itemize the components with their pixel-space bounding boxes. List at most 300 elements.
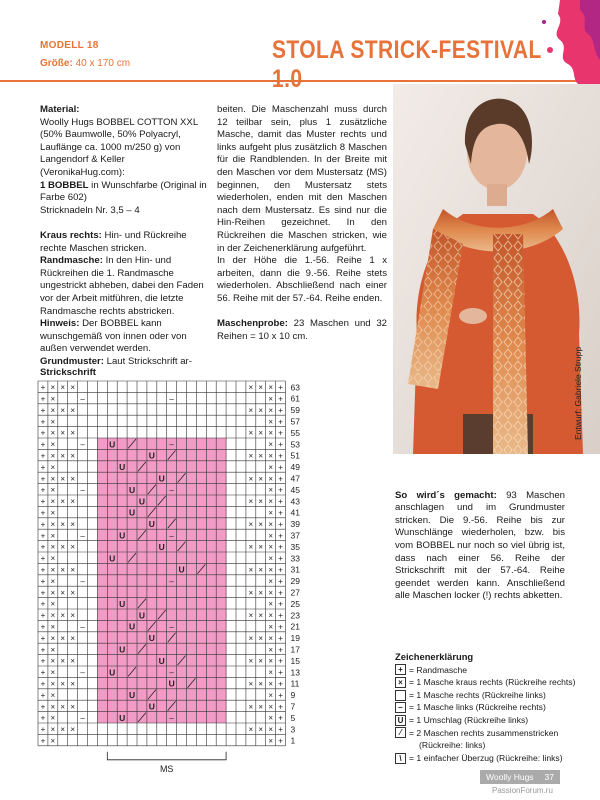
yarn-over-symbol: U	[148, 450, 155, 461]
garter-stitch-symbol: ×	[60, 451, 66, 461]
garter-stitch-symbol: ×	[268, 690, 273, 700]
garter-stitch-symbol: ×	[50, 405, 56, 415]
row-number: 15	[290, 655, 300, 666]
edge-stitch-symbol: +	[278, 474, 283, 484]
paragraph: Stricknadeln Nr. 3,5 – 4	[40, 204, 140, 216]
size-line	[40, 58, 130, 69]
legend-item: × = 1 Masche kraus rechts (Rückreihe rechts)	[395, 676, 595, 689]
yarn-over-symbol: U	[138, 610, 146, 621]
edge-stitch-symbol: +	[40, 405, 46, 415]
purl-symbol: –	[169, 531, 174, 541]
garter-stitch-symbol: ×	[70, 542, 75, 552]
garter-stitch-symbol: ×	[50, 497, 56, 507]
edge-stitch-symbol: +	[40, 633, 46, 643]
garter-stitch-symbol: ×	[268, 656, 273, 666]
edge-stitch-symbol: +	[40, 497, 46, 507]
edge-stitch-symbol: +	[40, 668, 46, 678]
edge-stitch-symbol: +	[278, 656, 283, 666]
edge-stitch-symbol: +	[278, 542, 283, 552]
backslash-symbol-icon: \	[395, 753, 406, 764]
garter-stitch-symbol: ×	[248, 474, 254, 484]
edge-stitch-symbol: +	[40, 451, 46, 461]
garter-stitch-symbol: ×	[268, 713, 273, 723]
garter-stitch-symbol: ×	[258, 383, 264, 393]
garter-stitch-symbol: ×	[50, 462, 56, 472]
garter-stitch-symbol: ×	[258, 519, 264, 529]
legend-item: U = 1 Umschlag (Rückreihe links)	[395, 714, 595, 727]
edge-stitch-symbol: +	[278, 508, 283, 518]
yarn-over-symbol: U	[158, 541, 165, 552]
yarn-over-symbol: U	[119, 598, 126, 609]
yarn-over-symbol: U	[119, 712, 126, 723]
chart-title: Strickschrift	[40, 367, 96, 378]
paragraph: In der Höhe die 1.-56. Reihe 1 x arbeiten, dann die 9.-56. Reihe stets wiederholen. Abschließend nach einer 56. Reihe mit der 57.-64. Reihe enden.	[217, 255, 387, 304]
edge-stitch-symbol: +	[40, 417, 46, 427]
garter-stitch-symbol: ×	[248, 633, 254, 643]
garter-stitch-symbol: ×	[258, 633, 264, 643]
garter-stitch-symbol: ×	[248, 428, 254, 438]
garter-stitch-symbol: ×	[50, 679, 56, 689]
edge-stitch-symbol: +	[278, 440, 283, 450]
edge-stitch-symbol: +	[40, 485, 46, 495]
edge-stitch-symbol: +	[40, 576, 46, 586]
garter-stitch-symbol: ×	[268, 497, 273, 507]
edge-stitch-symbol: +	[278, 690, 283, 700]
edge-stitch-symbol: +	[40, 394, 46, 404]
edge-stitch-symbol: +	[278, 485, 283, 495]
row-number: 55	[290, 427, 300, 438]
edge-stitch-symbol: +	[278, 497, 283, 507]
footer-brand: Woolly Hugs	[486, 772, 534, 782]
garter-stitch-symbol: ×	[70, 451, 75, 461]
garter-stitch-symbol: ×	[70, 633, 75, 643]
yarn-over-symbol: U	[148, 519, 155, 530]
garter-stitch-symbol: ×	[248, 405, 254, 415]
row-number: 61	[290, 393, 300, 404]
edge-stitch-symbol: +	[40, 690, 46, 700]
garter-stitch-symbol: ×	[248, 679, 254, 689]
garter-stitch-symbol: ×	[258, 497, 264, 507]
row-number: 33	[290, 553, 300, 564]
garter-stitch-symbol: ×	[268, 622, 273, 632]
edge-stitch-symbol: +	[40, 554, 46, 564]
garter-stitch-symbol: ×	[268, 462, 273, 472]
row-number: 39	[290, 519, 300, 530]
yarn-over-symbol: U	[128, 690, 136, 701]
paragraph: Maschenprobe: 23 Maschen und 32 Reihen = 10 x 10 cm.	[217, 318, 387, 342]
garter-stitch-symbol: ×	[60, 497, 66, 507]
garter-stitch-symbol: ×	[70, 519, 75, 529]
garter-stitch-symbol: ×	[258, 565, 264, 575]
garter-stitch-symbol: ×	[60, 656, 66, 666]
row-number: 1	[290, 735, 296, 746]
garter-stitch-symbol: ×	[50, 656, 56, 666]
paragraph	[40, 217, 212, 230]
edge-stitch-symbol: +	[40, 588, 46, 598]
yarn-over-symbol: U	[109, 439, 116, 450]
garter-stitch-symbol: ×	[50, 611, 56, 621]
garter-stitch-symbol: ×	[50, 508, 56, 518]
edge-stitch-symbol: +	[40, 656, 46, 666]
garter-stitch-symbol: ×	[268, 736, 273, 746]
garter-stitch-symbol: ×	[50, 417, 56, 427]
garter-stitch-symbol: ×	[258, 725, 264, 735]
edge-stitch-symbol: +	[278, 417, 283, 427]
garter-stitch-symbol: ×	[268, 633, 273, 643]
paragraph: Material:	[40, 104, 80, 115]
garter-stitch-symbol: ×	[258, 405, 264, 415]
edge-stitch-symbol: +	[278, 679, 283, 689]
row-number: 5	[290, 712, 296, 723]
purl-symbol: –	[80, 531, 85, 541]
garter-stitch-symbol: ×	[268, 576, 273, 586]
garter-stitch-symbol: ×	[60, 383, 66, 393]
row-number: 41	[290, 507, 300, 518]
row-number: 45	[290, 484, 300, 495]
legend	[395, 651, 595, 764]
garter-stitch-symbol: ×	[50, 645, 56, 655]
edge-stitch-symbol: +	[40, 542, 46, 552]
garter-stitch-symbol: ×	[258, 474, 264, 484]
yarn-over-symbol: U	[119, 644, 126, 655]
garter-stitch-symbol: ×	[50, 668, 56, 678]
purl-symbol: –	[169, 622, 174, 632]
garter-stitch-symbol: ×	[268, 668, 273, 678]
garter-stitch-symbol: ×	[268, 679, 273, 689]
garter-stitch-symbol: ×	[258, 656, 264, 666]
row-number: 37	[290, 530, 300, 541]
garter-stitch-symbol: ×	[248, 542, 254, 552]
garter-stitch-symbol: ×	[268, 725, 273, 735]
row-number: 43	[290, 496, 300, 507]
garter-stitch-symbol: ×	[70, 474, 75, 484]
garter-stitch-symbol: ×	[268, 405, 273, 415]
garter-stitch-symbol: ×	[50, 622, 56, 632]
garter-stitch-symbol: ×	[248, 519, 254, 529]
edge-stitch-symbol: +	[278, 554, 283, 564]
garter-stitch-symbol: ×	[258, 451, 264, 461]
row-number: 11	[290, 678, 300, 689]
yarn-over-symbol: U	[128, 621, 136, 632]
edge-stitch-symbol: +	[40, 622, 46, 632]
paragraph: beiten. Die Maschenzahl muss durch 12 teilbar sein, plus 1 zusätzliche Masche, damit das Muster rechts und links aufgeht plus zusätzlich 8 Maschen für die Randblenden. In der Breite mit den Maschen vor dem Mustersatz (MS) beginnen, den Mustersatz stets wiederholen, enden mit den Maschen nach dem Mustersatz. Es sind nur die Hin-Reihen gezeichnet. In den Rückreihen die Maschen stricken, wie in der Zeichenerklärung aufgeführt.	[217, 104, 387, 254]
garter-stitch-symbol: ×	[248, 451, 254, 461]
empty-symbol-icon	[395, 690, 406, 701]
garter-stitch-symbol: ×	[50, 599, 56, 609]
garter-stitch-symbol: ×	[248, 565, 254, 575]
edge-stitch-symbol: +	[40, 713, 46, 723]
garter-stitch-symbol: ×	[248, 588, 254, 598]
paragraph: Grundmuster: Laut Strickschrift ar-	[40, 355, 192, 367]
paragraph	[217, 306, 387, 319]
garter-stitch-symbol: ×	[50, 542, 56, 552]
garter-stitch-symbol: ×	[60, 565, 66, 575]
garter-stitch-symbol: ×	[50, 451, 56, 461]
edge-stitch-symbol: +	[278, 451, 283, 461]
edge-stitch-symbol: +	[40, 440, 46, 450]
garter-stitch-symbol: ×	[248, 725, 254, 735]
garter-stitch-symbol: ×	[50, 554, 56, 564]
ms-bracket	[107, 752, 226, 760]
edge-stitch-symbol: +	[278, 519, 283, 529]
row-number: 23	[290, 610, 300, 621]
size-value: 40 x 170 cm	[75, 58, 131, 69]
edge-stitch-symbol: +	[40, 679, 46, 689]
row-number: 59	[290, 405, 300, 416]
row-number: 49	[290, 462, 300, 473]
yarn-over-symbol: U	[119, 462, 126, 473]
yarn-over-symbol: U	[109, 667, 116, 678]
garter-stitch-symbol: ×	[60, 611, 66, 621]
edge-stitch-symbol: +	[40, 599, 46, 609]
garter-stitch-symbol: ×	[50, 383, 56, 393]
garter-stitch-symbol: ×	[60, 588, 66, 598]
garter-stitch-symbol: ×	[258, 588, 264, 598]
garter-stitch-symbol: ×	[50, 531, 56, 541]
purl-symbol: –	[169, 713, 174, 723]
edge-stitch-symbol: +	[40, 474, 46, 484]
yarn-over-symbol: U	[158, 655, 165, 666]
legend-item: (Rückreihe: links)	[419, 740, 486, 751]
garter-stitch-symbol: ×	[50, 736, 56, 746]
row-number: 47	[290, 473, 300, 484]
paragraph: So wird´s gemacht: 93 Maschen anschlagen und im Grundmuster stricken. Die 9.-56. Reihe bis zur Wunschlänge wiederholen, bzw. bis vom BOBBEL nur noch so viel übrig ist, dass nach einer 56. Reihe der Strickschrift mit der 57.-64. Reihe geendet werden kann. Anschließend alle Maschen locker (!) rechts abketten.	[395, 489, 565, 602]
page-number: 37	[544, 772, 554, 782]
garter-stitch-symbol: ×	[60, 679, 66, 689]
x-symbol-icon: ×	[395, 677, 406, 688]
garter-stitch-symbol: ×	[268, 531, 273, 541]
legend-item: + = Randmasche	[395, 664, 595, 677]
garter-stitch-symbol: ×	[268, 565, 273, 575]
garter-stitch-symbol: ×	[70, 497, 75, 507]
yarn-over-symbol: U	[168, 678, 175, 689]
watermark: PassionForum.ru	[492, 786, 553, 795]
purl-symbol: –	[80, 394, 85, 404]
garter-stitch-symbol: ×	[248, 656, 254, 666]
edge-stitch-symbol: +	[40, 383, 46, 393]
garter-stitch-symbol: ×	[60, 428, 66, 438]
garter-stitch-symbol: ×	[268, 474, 273, 484]
purl-symbol: –	[80, 668, 85, 678]
purl-symbol: –	[80, 576, 85, 586]
edge-stitch-symbol: +	[40, 462, 46, 472]
ms-label: MS	[159, 763, 174, 774]
garter-stitch-symbol: ×	[50, 713, 56, 723]
paragraph: Hinweis: Der BOBBEL kann wunschgemäß von innen oder von außen verwendet werden.	[40, 318, 187, 355]
garter-stitch-symbol: ×	[258, 702, 264, 712]
legend-item: \ = 1 einfacher Überzug (Rückreihe: links)	[395, 752, 595, 765]
yarn-over-symbol: U	[178, 564, 185, 575]
purl-symbol: –	[80, 622, 85, 632]
garter-stitch-symbol: ×	[50, 428, 56, 438]
garter-stitch-symbol: ×	[268, 519, 273, 529]
row-number: 7	[290, 701, 296, 712]
edge-stitch-symbol: +	[278, 622, 283, 632]
plus-symbol-icon: +	[395, 664, 406, 675]
purl-symbol: –	[169, 394, 174, 404]
edge-stitch-symbol: +	[278, 633, 283, 643]
garter-stitch-symbol: ×	[50, 485, 56, 495]
edge-stitch-symbol: +	[278, 736, 283, 746]
edge-stitch-symbol: +	[40, 519, 46, 529]
paragraph: Woolly Hugs BOBBEL COTTON XXL (50% Baumwolle, 50% Polyacryl, Lauflänge ca. 1000 m/250 g) von Langendorf & Keller (VeronikaHug.com):	[40, 116, 198, 178]
yarn-over-symbol: U	[128, 507, 136, 518]
paragraph: Randmasche: In den Hin- und Rückreihen die 1. Randmasche ungestrickt abheben, dabei den Faden vor der Arbeit mitführen, die letzte Randmasche rechts abstricken.	[40, 255, 204, 317]
slash-symbol-icon: ⁄	[395, 727, 406, 738]
u-symbol-icon: U	[395, 715, 406, 726]
edge-stitch-symbol: +	[40, 725, 46, 735]
garter-stitch-symbol: ×	[50, 702, 56, 712]
edge-stitch-symbol: +	[278, 599, 283, 609]
edge-stitch-symbol: +	[278, 405, 283, 415]
garter-stitch-symbol: ×	[60, 519, 66, 529]
row-number: 63	[290, 382, 300, 393]
edge-stitch-symbol: +	[278, 702, 283, 712]
row-number: 3	[290, 724, 296, 735]
edge-stitch-symbol: +	[40, 565, 46, 575]
edge-stitch-symbol: +	[278, 725, 283, 735]
garter-stitch-symbol: ×	[258, 679, 264, 689]
yarn-over-symbol: U	[119, 530, 126, 541]
edge-stitch-symbol: +	[40, 428, 46, 438]
garter-stitch-symbol: ×	[50, 440, 56, 450]
garter-stitch-symbol: ×	[50, 588, 56, 598]
edge-stitch-symbol: +	[278, 394, 283, 404]
edge-stitch-symbol: +	[278, 645, 283, 655]
edge-stitch-symbol: +	[278, 428, 283, 438]
yarn-over-symbol: U	[158, 473, 165, 484]
garter-stitch-symbol: ×	[70, 679, 75, 689]
row-number: 13	[290, 667, 300, 678]
garter-stitch-symbol: ×	[268, 508, 273, 518]
row-number: 9	[290, 690, 296, 701]
garter-stitch-symbol: ×	[268, 394, 273, 404]
yarn-over-symbol: U	[109, 553, 116, 564]
garter-stitch-symbol: ×	[50, 690, 56, 700]
garter-stitch-symbol: ×	[268, 417, 273, 427]
garter-stitch-symbol: ×	[70, 725, 75, 735]
row-number: 25	[290, 598, 300, 609]
row-number: 19	[290, 633, 300, 644]
legend-title: Zeichenerklärung	[395, 651, 474, 662]
purl-symbol: –	[169, 668, 174, 678]
edge-stitch-symbol: +	[278, 576, 283, 586]
garter-stitch-symbol: ×	[70, 428, 75, 438]
garter-stitch-symbol: ×	[60, 474, 66, 484]
garter-stitch-symbol: ×	[268, 542, 273, 552]
garter-stitch-symbol: ×	[248, 702, 254, 712]
garter-stitch-symbol: ×	[268, 645, 273, 655]
purl-symbol: –	[169, 440, 174, 450]
edge-stitch-symbol: +	[40, 531, 46, 541]
row-number: 17	[290, 644, 300, 655]
garter-stitch-symbol: ×	[70, 405, 75, 415]
garter-stitch-symbol: ×	[268, 451, 273, 461]
garter-stitch-symbol: ×	[70, 611, 75, 621]
garter-stitch-symbol: ×	[268, 554, 273, 564]
page-footer	[480, 770, 560, 784]
knitting-chart	[30, 377, 320, 777]
garter-stitch-symbol: ×	[248, 611, 254, 621]
row-number: 35	[290, 541, 300, 552]
garter-stitch-symbol: ×	[70, 383, 75, 393]
paragraph: 1 BOBBEL in Wunschfarbe (Original in Farbe 602)	[40, 179, 207, 204]
edge-stitch-symbol: +	[278, 531, 283, 541]
garter-stitch-symbol: ×	[268, 702, 273, 712]
garter-stitch-symbol: ×	[268, 611, 273, 621]
garter-stitch-symbol: ×	[268, 440, 273, 450]
garter-stitch-symbol: ×	[60, 725, 66, 735]
size-label: Größe:	[40, 58, 73, 69]
garter-stitch-symbol: ×	[70, 702, 75, 712]
purl-symbol: –	[80, 440, 85, 450]
edge-stitch-symbol: +	[278, 565, 283, 575]
garter-stitch-symbol: ×	[50, 474, 56, 484]
row-number: 21	[290, 621, 300, 632]
edge-stitch-symbol: +	[278, 713, 283, 723]
row-number: 57	[290, 416, 300, 427]
edge-stitch-symbol: +	[40, 508, 46, 518]
garter-stitch-symbol: ×	[70, 656, 75, 666]
garter-stitch-symbol: ×	[258, 428, 264, 438]
photo-credit: Entwurf: Gabriele Strupp	[573, 346, 583, 440]
row-number: 51	[290, 450, 300, 461]
garter-stitch-symbol: ×	[268, 383, 273, 393]
edge-stitch-symbol: +	[278, 668, 283, 678]
instructions-column	[217, 104, 387, 343]
purl-symbol: –	[80, 485, 85, 495]
yarn-over-symbol: U	[138, 496, 146, 507]
edge-stitch-symbol: +	[40, 645, 46, 655]
purl-symbol: –	[169, 576, 174, 586]
model-photo	[393, 84, 600, 454]
edge-stitch-symbol: +	[278, 611, 283, 621]
garter-stitch-symbol: ×	[248, 383, 254, 393]
yarn-over-symbol: U	[148, 633, 155, 644]
legend-item: = 1 Masche rechts (Rückreihe links)	[395, 689, 595, 702]
garter-stitch-symbol: ×	[50, 565, 56, 575]
garter-stitch-symbol: ×	[60, 702, 66, 712]
model-label: MODELL 18	[40, 40, 99, 51]
garter-stitch-symbol: ×	[70, 588, 75, 598]
garter-stitch-symbol: ×	[60, 405, 66, 415]
edge-stitch-symbol: +	[40, 611, 46, 621]
edge-stitch-symbol: +	[278, 588, 283, 598]
purl-symbol: –	[169, 485, 174, 495]
dash-symbol-icon: –	[395, 702, 406, 713]
legend-item: – = 1 Masche links (Rückreihe rechts)	[395, 701, 595, 714]
instructions-summary	[395, 480, 565, 613]
row-number: 29	[290, 576, 300, 587]
garter-stitch-symbol: ×	[268, 485, 273, 495]
garter-stitch-symbol: ×	[268, 588, 273, 598]
material-column	[40, 104, 212, 368]
garter-stitch-symbol: ×	[258, 542, 264, 552]
edge-stitch-symbol: +	[278, 462, 283, 472]
purl-symbol: –	[80, 713, 85, 723]
garter-stitch-symbol: ×	[258, 611, 264, 621]
edge-stitch-symbol: +	[40, 736, 46, 746]
garter-stitch-symbol: ×	[60, 542, 66, 552]
edge-stitch-symbol: +	[278, 383, 283, 393]
garter-stitch-symbol: ×	[268, 599, 273, 609]
garter-stitch-symbol: ×	[50, 394, 56, 404]
page-title: STOLA STRICK-FESTIVAL 1.0	[272, 36, 542, 93]
garter-stitch-symbol: ×	[50, 725, 56, 735]
row-number: 53	[290, 439, 300, 450]
yarn-over-symbol: U	[148, 701, 155, 712]
garter-stitch-symbol: ×	[50, 576, 56, 586]
